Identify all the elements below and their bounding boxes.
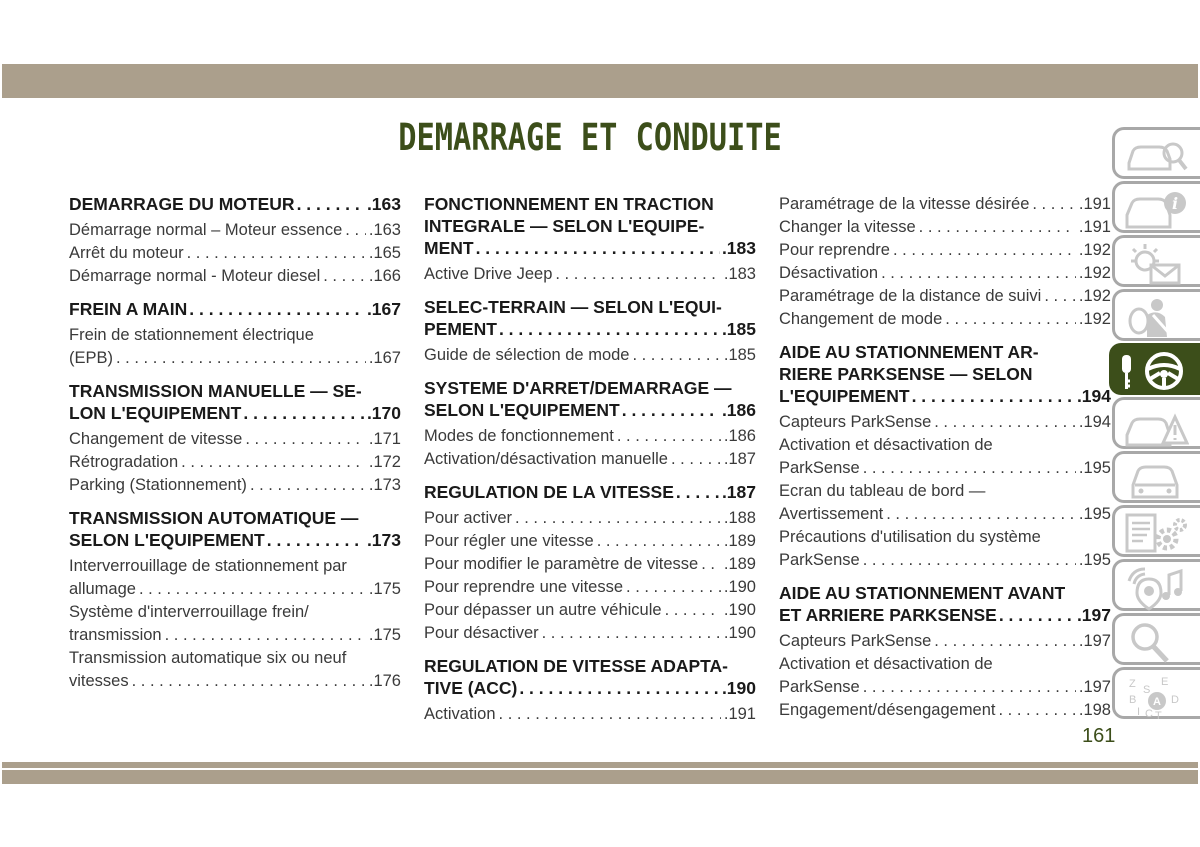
toc-entry[interactable]: Capteurs ParkSense . . . .197 [779, 630, 1111, 653]
toc-entry[interactable]: Activation et désactivation de ParkSense . . . .197 [779, 653, 1111, 699]
toc-heading[interactable]: REGULATION DE LA VITESSE . . . .187 [424, 481, 756, 503]
bottom-band [2, 770, 1198, 784]
toc-entry[interactable]: Pour reprendre . . . .192 [779, 239, 1111, 262]
tab-index-search[interactable] [1112, 613, 1200, 665]
svg-text:B: B [1129, 694, 1137, 706]
toc-entry[interactable]: Activation . . . .191 [424, 703, 756, 726]
tab-car-inspection[interactable] [1112, 127, 1200, 179]
toc-entry[interactable]: Transmission automatique six ou neuf vitesses . . . .176 [69, 647, 401, 693]
toc-heading[interactable]: SYSTEME D'ARRET/DEMARRAGE — SELON L'EQUIPEMENT . . . .186 [424, 377, 756, 421]
maintenance-gear-icon [1123, 511, 1189, 557]
toc-entry[interactable]: Modes de fonctionnement . . . .186 [424, 425, 756, 448]
toc-entry[interactable]: Démarrage normal – Moteur essence . . . .163 [69, 219, 401, 242]
toc-entry[interactable]: Activation/désactivation manuelle . . . .187 [424, 448, 756, 471]
toc-heading[interactable]: TRANSMISSION MANUELLE — SE- LON L'EQUIPEMENT . . . .170 [69, 380, 401, 424]
toc-entry[interactable]: Désactivation . . . .192 [779, 262, 1111, 285]
svg-text:C: C [1145, 708, 1153, 719]
tab-airbag-safety[interactable] [1112, 289, 1200, 341]
svg-text:Z: Z [1129, 678, 1136, 690]
top-decorative-band [2, 64, 1198, 98]
svg-text:A: A [1153, 696, 1161, 708]
tab-starting-driving[interactable] [1109, 343, 1200, 395]
multimedia-icon [1123, 565, 1189, 611]
toc-entry[interactable]: Pour dépasser un autre véhicule . . . .190 [424, 599, 756, 622]
toc-entry[interactable]: Changer la vitesse . . . .191 [779, 216, 1111, 239]
toc-entry[interactable]: Parking (Stationnement) . . . .173 [69, 474, 401, 497]
key-steering-wheel-icon [1120, 349, 1188, 395]
tab-alphabet-index[interactable] [1112, 667, 1200, 719]
warning-lights-message-icon [1123, 241, 1189, 287]
tab-warning-lights[interactable] [1112, 235, 1200, 287]
toc-entry[interactable]: Guide de sélection de mode . . . .185 [424, 344, 756, 367]
toc-entry[interactable]: Pour régler une vitesse . . . .189 [424, 530, 756, 553]
tab-multimedia[interactable] [1112, 559, 1200, 611]
svg-text:S: S [1143, 684, 1151, 696]
toc-column-3 [779, 193, 1111, 722]
toc-entry[interactable]: Démarrage normal - Moteur diesel . . . .166 [69, 265, 401, 288]
car-inspection-icon [1123, 133, 1189, 179]
toc-entry[interactable]: Paramétrage de la distance de suivi . . . .192 [779, 285, 1111, 308]
toc-entry[interactable]: Précautions d'utilisation du système ParkSense . . . .195 [779, 526, 1111, 572]
toc-heading[interactable]: REGULATION DE VITESSE ADAPTA- TIVE (ACC) . . . .190 [424, 655, 756, 699]
toc-column-2 [424, 193, 756, 726]
airbag-safety-icon [1123, 295, 1189, 341]
svg-text:D: D [1171, 694, 1179, 706]
toc-entry[interactable]: Pour modifier le paramètre de vitesse . . . .189 [424, 553, 756, 576]
toc-entry[interactable]: Changement de vitesse . . . .171 [69, 428, 401, 451]
toc-heading[interactable]: AIDE AU STATIONNEMENT AR- RIERE PARKSENSE — SELON L'EQUIPEMENT . . . .194 [779, 341, 1111, 407]
toc-entry[interactable]: Pour activer . . . .188 [424, 507, 756, 530]
tab-maintenance[interactable] [1112, 505, 1200, 557]
toc-entry[interactable]: Active Drive Jeep . . . .183 [424, 263, 756, 286]
toc-heading[interactable]: SELEC-TERRAIN — SELON L'EQUI- PEMENT . . . .185 [424, 296, 756, 340]
svg-text:E: E [1161, 676, 1169, 688]
page-title: DEMARRAGE ET CONDUITE [398, 116, 782, 159]
toc-entry[interactable]: Arrêt du moteur . . . .165 [69, 242, 401, 265]
toc-entry[interactable]: Paramétrage de la vitesse désirée . . . .191 [779, 193, 1111, 216]
car-info-icon [1123, 187, 1189, 233]
tab-car-service[interactable] [1112, 451, 1200, 503]
toc-heading[interactable]: AIDE AU STATIONNEMENT AVANT ET ARRIERE PARKSENSE . . . .197 [779, 582, 1111, 626]
toc-heading[interactable]: TRANSMISSION AUTOMATIQUE — SELON L'EQUIPEMENT . . . .173 [69, 507, 401, 551]
toc-entry[interactable]: Ecran du tableau de bord — Avertissement . . . .195 [779, 480, 1111, 526]
svg-text:T: T [1155, 710, 1162, 719]
toc-entry[interactable]: Interverrouillage de stationnement par allumage . . . .175 [69, 555, 401, 601]
toc-entry[interactable]: Activation et désactivation de ParkSense . . . .195 [779, 434, 1111, 480]
tab-car-info[interactable] [1112, 181, 1200, 233]
toc-heading[interactable]: FONCTIONNEMENT EN TRACTION INTEGRALE — SELON L'EQUIPE- MENT . . . .183 [424, 193, 756, 259]
toc-column-1 [69, 193, 401, 693]
roadside-emergency-icon [1123, 403, 1189, 449]
svg-text:I: I [1137, 706, 1141, 718]
toc-entry[interactable]: Frein de stationnement électrique (EPB) . . . .167 [69, 324, 401, 370]
car-service-icon [1123, 457, 1189, 503]
toc-heading[interactable]: FREIN A MAIN . . . .167 [69, 298, 401, 320]
page-number: 161 [1082, 725, 1116, 747]
toc-entry[interactable]: Capteurs ParkSense . . . .194 [779, 411, 1111, 434]
toc-entry[interactable]: Engagement/désengagement . . . .198 [779, 699, 1111, 722]
svg-text:i: i [1171, 194, 1179, 213]
toc-entry[interactable]: Pour reprendre une vitesse . . . .190 [424, 576, 756, 599]
alphabet-index-icon [1123, 673, 1189, 719]
bottom-rule [2, 762, 1198, 768]
toc-heading[interactable]: DEMARRAGE DU MOTEUR . . . .163 [69, 193, 401, 215]
toc-entry[interactable]: Rétrogradation . . . .172 [69, 451, 401, 474]
index-search-icon [1123, 619, 1189, 665]
toc-entry[interactable]: Pour désactiver . . . .190 [424, 622, 756, 645]
toc-entry[interactable]: Système d'interverrouillage frein/ transmission . . . .175 [69, 601, 401, 647]
tab-roadside-emergency[interactable] [1112, 397, 1200, 449]
toc-entry[interactable]: Changement de mode . . . .192 [779, 308, 1111, 331]
